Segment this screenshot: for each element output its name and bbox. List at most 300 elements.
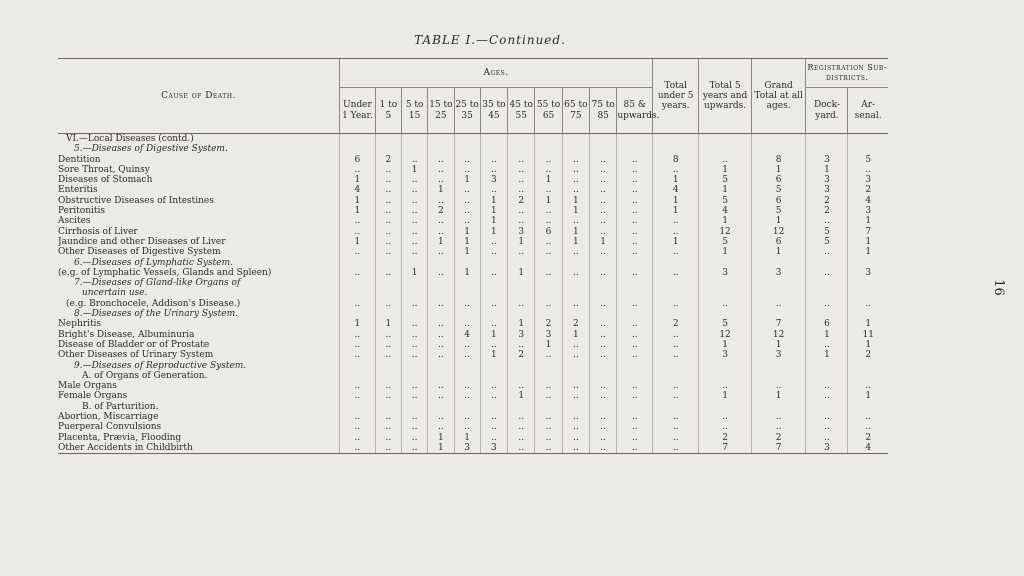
empty-cell [617,288,653,298]
value-cell: .. [480,391,507,401]
empty-cell [848,371,888,381]
header-age-col: Under 1 Year. [340,88,376,134]
cause-label: Enteritis [58,185,98,196]
value-cell: 2 [508,196,535,206]
empty-cell [806,309,848,319]
value-cell: .. [653,340,699,350]
empty-cell [617,134,653,145]
table-row [58,175,888,185]
value-cell: 5 [806,227,848,237]
value-cell: 1 [454,268,480,278]
value-cell: .. [562,381,589,391]
empty-cell [402,309,428,319]
value-cell: .. [340,330,376,340]
empty-cell [375,309,401,319]
section-heading: 8.—Diseases of the Urinary System. [74,309,239,320]
empty-cell [508,134,535,145]
empty-cell [806,258,848,268]
section-heading-row [58,361,888,371]
value-cell: .. [535,381,562,391]
value-cell: 3 [806,185,848,195]
value-cell: 1 [535,175,562,185]
value-cell: 5 [751,206,806,216]
value-cell: .. [340,412,376,422]
table-row [58,268,888,278]
value-cell: 6 [535,227,562,237]
value-cell: .. [340,433,376,443]
value-cell: .. [653,227,699,237]
empty-cell [751,361,806,371]
value-cell: 1 [340,206,376,216]
value-cell: 2 [562,319,589,329]
cause-label: Jaundice and other Diseases of Liver [58,236,226,247]
value-cell: .. [428,268,454,278]
value-cell: 5 [699,175,752,185]
value-cell: .. [806,247,848,257]
empty-cell [375,134,401,145]
value-cell: .. [806,381,848,391]
empty-cell [653,134,699,145]
empty-cell [340,144,376,154]
empty-cell [806,278,848,288]
value-cell: 4 [848,196,888,206]
value-cell: .. [590,175,617,185]
value-cell: .. [508,340,535,350]
value-cell: .. [375,412,401,422]
value-cell: .. [562,299,589,309]
empty-cell [402,144,428,154]
section-heading-row [58,134,888,145]
value-cell: 1 [454,247,480,257]
value-cell: 3 [806,443,848,454]
table-row [58,196,888,206]
value-cell: 5 [751,185,806,195]
value-cell: .. [590,350,617,360]
cause-label: Cirrhosis of Liver [58,226,138,237]
header-dockyard: Dock-yard. [806,88,848,134]
cause-label: Puerperal Convulsions [58,422,162,433]
value-cell: .. [562,340,589,350]
empty-cell [428,144,454,154]
value-cell: .. [508,216,535,226]
empty-cell [751,134,806,145]
section-heading: VI.—Local Diseases (contd.) [66,134,194,144]
value-cell: .. [340,216,376,226]
value-cell: 5 [848,155,888,165]
empty-cell [848,258,888,268]
value-cell: .. [402,155,428,165]
cause-label: Other Accidents in Childbirth [58,443,340,454]
value-cell: .. [617,196,653,206]
value-cell: 1 [562,206,589,216]
value-cell: 5 [699,196,752,206]
value-cell: .. [402,185,428,195]
empty-cell [848,288,888,298]
value-cell: 1 [340,319,376,329]
value-cell: .. [653,350,699,360]
value-cell: .. [751,422,806,432]
value-cell: .. [402,412,428,422]
cause-label: Male Organs [58,381,117,392]
empty-cell [653,278,699,288]
table-row [58,330,888,340]
value-cell: 1 [751,391,806,401]
empty-cell [590,309,617,319]
table-row [58,299,888,309]
value-cell: .. [480,155,507,165]
empty-cell [535,134,562,145]
empty-cell [562,371,589,381]
value-cell: 1 [653,175,699,185]
value-cell: 3 [508,227,535,237]
empty-cell [806,134,848,145]
value-cell: 1 [340,196,376,206]
empty-cell [454,144,480,154]
value-cell: 1 [480,350,507,360]
value-cell: 1 [806,330,848,340]
value-cell: .. [617,422,653,432]
empty-cell [480,371,507,381]
empty-cell [806,144,848,154]
value-cell: .. [590,412,617,422]
value-cell: 1 [562,196,589,206]
value-cell: .. [617,443,653,454]
value-cell: .. [454,216,480,226]
section-heading: 9.—Diseases of Reproductive System. [74,360,247,371]
empty-cell [428,361,454,371]
value-cell: .. [617,340,653,350]
value-cell: 1 [848,391,888,401]
empty-cell [535,371,562,381]
value-cell: 2 [751,433,806,443]
value-cell: .. [375,216,401,226]
value-cell: .. [402,330,428,340]
section-heading-row [58,258,888,268]
empty-cell [848,134,888,145]
value-cell: .. [375,299,401,309]
value-cell: .. [508,175,535,185]
empty-cell [699,134,752,145]
empty-cell [562,144,589,154]
section-heading-row [58,288,888,298]
value-cell: .. [562,175,589,185]
value-cell: .. [535,268,562,278]
value-cell: .. [454,412,480,422]
value-cell: 1 [508,268,535,278]
value-cell: .. [806,433,848,443]
empty-cell [806,402,848,412]
value-cell: .. [375,185,401,195]
table-row [58,412,888,422]
value-cell: .. [806,268,848,278]
value-cell: .. [340,381,376,391]
value-cell: .. [590,422,617,432]
value-cell: 12 [751,227,806,237]
value-cell: .. [617,206,653,216]
empty-cell [508,402,535,412]
value-cell: .. [653,443,699,454]
header-ages: Ages. [340,59,653,88]
table-title: TABLE I.—Continued. [414,33,566,47]
value-cell: .. [590,433,617,443]
empty-cell [751,371,806,381]
empty-cell [848,278,888,288]
value-cell: 1 [480,196,507,206]
value-cell: .. [653,165,699,175]
value-cell: 8 [751,155,806,165]
value-cell: .. [402,319,428,329]
value-cell: 1 [751,216,806,226]
value-cell: 1 [751,247,806,257]
value-cell: 2 [848,350,888,360]
empty-cell [590,258,617,268]
empty-cell [806,288,848,298]
value-cell: .. [402,381,428,391]
empty-cell [508,288,535,298]
value-cell: .. [402,391,428,401]
value-cell: 7 [751,319,806,329]
value-cell: 1 [806,165,848,175]
value-cell: 3 [806,155,848,165]
empty-cell [454,258,480,268]
value-cell: .. [806,340,848,350]
empty-cell [562,361,589,371]
value-cell: 1 [508,391,535,401]
empty-cell [699,144,752,154]
empty-cell [535,258,562,268]
header-age-col: 55 to 65 [535,88,562,134]
table-row [58,422,888,432]
value-cell: .. [428,340,454,350]
empty-cell [480,361,507,371]
value-cell: .. [848,422,888,432]
table-body [58,134,888,454]
value-cell: .. [508,412,535,422]
value-cell: .. [402,216,428,226]
empty-cell [402,134,428,145]
value-cell: 1 [848,216,888,226]
value-cell: .. [340,268,376,278]
value-cell: .. [480,340,507,350]
value-cell: .. [699,299,752,309]
table-row [58,227,888,237]
value-cell: 5 [699,237,752,247]
empty-cell [535,361,562,371]
value-cell: .. [535,422,562,432]
value-cell: 5 [699,319,752,329]
value-cell: .. [375,422,401,432]
empty-cell [699,361,752,371]
value-cell: 1 [653,206,699,216]
empty-cell [375,371,401,381]
value-cell: .. [375,350,401,360]
empty-cell [454,288,480,298]
empty-cell [340,309,376,319]
value-cell: .. [402,247,428,257]
value-cell: 2 [806,196,848,206]
empty-cell [428,371,454,381]
value-cell: .. [454,185,480,195]
empty-cell [848,361,888,371]
table-row [58,433,888,443]
empty-cell [454,402,480,412]
value-cell: 6 [751,175,806,185]
section-heading: A. of Organs of Generation. [82,370,208,381]
value-cell: .. [699,155,752,165]
value-cell: 2 [699,433,752,443]
value-cell: 1 [402,165,428,175]
empty-cell [699,309,752,319]
value-cell: .. [653,330,699,340]
value-cell: .. [402,206,428,216]
empty-cell [562,134,589,145]
value-cell: 1 [562,330,589,340]
value-cell: 3 [699,268,752,278]
value-cell: 3 [751,268,806,278]
value-cell: .. [428,165,454,175]
value-cell: 1 [562,227,589,237]
empty-cell [699,288,752,298]
value-cell: 1 [806,350,848,360]
cause-label: Diseases of Stomach [58,175,153,186]
value-cell: .. [562,412,589,422]
header-age-col: 75 to 85 [590,88,617,134]
value-cell: 1 [699,216,752,226]
cause-label: Obstructive Diseases of Intestines [58,195,214,206]
empty-cell [617,402,653,412]
value-cell: .. [428,299,454,309]
value-cell: .. [617,155,653,165]
value-cell: .. [480,381,507,391]
value-cell: 3 [480,175,507,185]
table-row [58,443,888,454]
value-cell: 12 [751,330,806,340]
section-heading: 6.—Diseases of Lymphatic System. [74,257,233,268]
value-cell: .. [480,268,507,278]
value-cell: 1 [848,340,888,350]
value-cell: .. [508,422,535,432]
value-cell: 1 [848,319,888,329]
value-cell: .. [848,165,888,175]
value-cell: .. [562,433,589,443]
value-cell: .. [508,299,535,309]
empty-cell [590,402,617,412]
value-cell: .. [562,247,589,257]
header-total-under-5: Total under 5 years. [653,59,699,134]
value-cell: .. [751,412,806,422]
value-cell: .. [340,340,376,350]
value-cell: 2 [375,155,401,165]
value-cell: .. [848,381,888,391]
empty-cell [653,402,699,412]
value-cell: 1 [480,330,507,340]
value-cell: 8 [653,155,699,165]
value-cell: .. [806,299,848,309]
value-cell: .. [751,381,806,391]
value-cell: 2 [508,350,535,360]
value-cell: 6 [806,319,848,329]
value-cell: .. [428,216,454,226]
value-cell: .. [590,185,617,195]
empty-cell [508,144,535,154]
empty-cell [480,309,507,319]
value-cell: .. [508,433,535,443]
value-cell: .. [454,340,480,350]
empty-cell [617,309,653,319]
value-cell: 6 [751,196,806,206]
value-cell: .. [480,433,507,443]
table-row [58,165,888,175]
value-cell: .. [653,422,699,432]
value-cell: .. [617,319,653,329]
value-cell: .. [535,206,562,216]
value-cell: .. [806,422,848,432]
header-age-col: 1 to 5 [375,88,401,134]
value-cell: .. [535,247,562,257]
empty-cell [562,278,589,288]
value-cell: .. [590,268,617,278]
empty-cell [653,309,699,319]
value-cell: 12 [699,330,752,340]
value-cell: .. [454,381,480,391]
empty-cell [699,371,752,381]
value-cell: .. [590,216,617,226]
header-age-col: 25 to 35 [454,88,480,134]
value-cell: .. [340,443,376,454]
value-cell: 1 [751,165,806,175]
empty-cell [562,309,589,319]
value-cell: .. [535,237,562,247]
empty-cell [562,288,589,298]
value-cell: 2 [428,206,454,216]
empty-cell [848,402,888,412]
value-cell: 1 [653,196,699,206]
value-cell: .. [590,165,617,175]
value-cell: .. [590,340,617,350]
empty-cell [590,134,617,145]
empty-cell [653,258,699,268]
value-cell: .. [375,340,401,350]
empty-cell [428,288,454,298]
table-row [58,247,888,257]
empty-cell [699,278,752,288]
value-cell: .. [428,196,454,206]
value-cell: 4 [340,185,376,195]
table-row [58,155,888,165]
value-cell: .. [454,422,480,432]
value-cell: .. [848,412,888,422]
value-cell: 3 [751,350,806,360]
value-cell: 1 [848,247,888,257]
value-cell: .. [428,412,454,422]
value-cell: 4 [454,330,480,340]
empty-cell [402,402,428,412]
table-row [58,381,888,391]
header-age-col: 35 to 45 [480,88,507,134]
value-cell: .. [375,165,401,175]
value-cell: 2 [806,206,848,216]
value-cell: 2 [848,185,888,195]
value-cell: .. [653,268,699,278]
empty-cell [340,258,376,268]
value-cell: .. [480,422,507,432]
value-cell: 5 [806,237,848,247]
value-cell: .. [340,422,376,432]
header-age-col: 85 & upwards. [617,88,653,134]
header-age-col: 45 to 55 [508,88,535,134]
value-cell: 2 [653,319,699,329]
value-cell: .. [428,155,454,165]
